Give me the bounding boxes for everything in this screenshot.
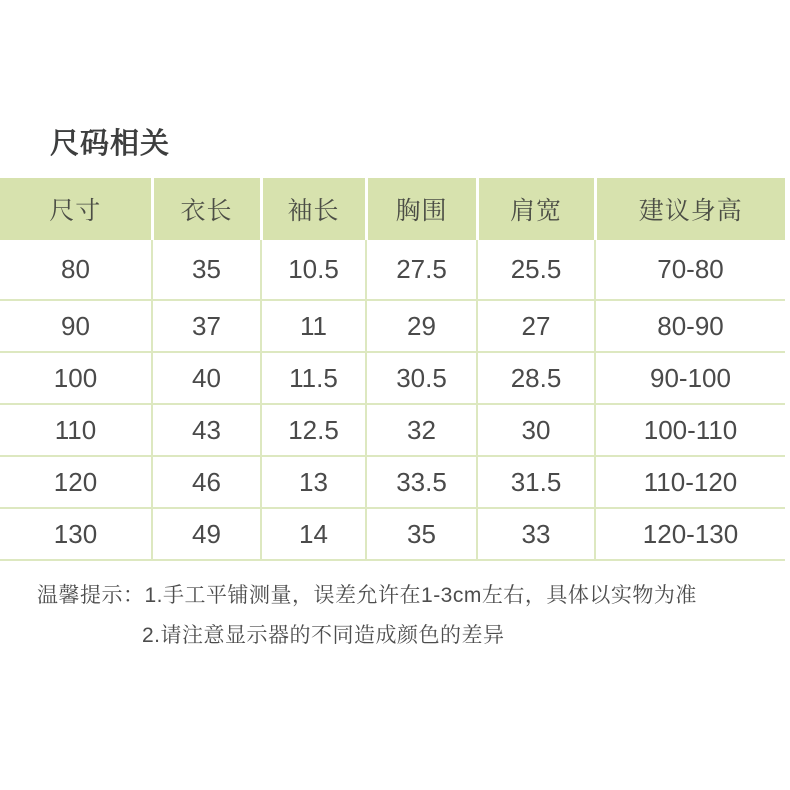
table-cell: 80 xyxy=(0,240,152,300)
table-row xyxy=(0,352,785,404)
table-cell: 120 xyxy=(0,456,152,508)
col-header-length: 衣长 xyxy=(152,178,261,240)
table-cell: 35 xyxy=(366,508,477,560)
table-cell: 100 xyxy=(0,352,152,404)
table-cell: 43 xyxy=(152,404,261,456)
table-cell: 37 xyxy=(152,300,261,352)
table-cell: 13 xyxy=(261,456,366,508)
table-cell: 49 xyxy=(152,508,261,560)
table-cell: 32 xyxy=(366,404,477,456)
table-cell: 10.5 xyxy=(261,240,366,300)
page-title: 尺码相关 xyxy=(50,128,171,160)
note-line-1 xyxy=(37,583,697,609)
note-line-2: 2.请注意显示器的不同造成颜色的差异 xyxy=(142,624,505,647)
table-header-row xyxy=(0,178,785,240)
table-cell: 70-80 xyxy=(595,240,785,300)
table-cell: 46 xyxy=(152,456,261,508)
table-cell: 11 xyxy=(261,300,366,352)
table-cell: 14 xyxy=(261,508,366,560)
table-cell: 33.5 xyxy=(366,456,477,508)
table-row xyxy=(0,456,785,508)
notes-section xyxy=(37,583,697,649)
table-cell: 28.5 xyxy=(477,352,595,404)
table-cell: 35 xyxy=(152,240,261,300)
table-row xyxy=(0,300,785,352)
table-cell: 110 xyxy=(0,404,152,456)
table-cell: 90 xyxy=(0,300,152,352)
table-cell: 120-130 xyxy=(595,508,785,560)
table-cell: 27 xyxy=(477,300,595,352)
table-cell: 110-120 xyxy=(595,456,785,508)
table-cell: 30.5 xyxy=(366,352,477,404)
table-cell: 31.5 xyxy=(477,456,595,508)
table-cell: 29 xyxy=(366,300,477,352)
table-cell: 27.5 xyxy=(366,240,477,300)
table-cell: 25.5 xyxy=(477,240,595,300)
size-table xyxy=(0,178,785,561)
col-header-height: 建议身高 xyxy=(595,178,785,240)
table-cell: 40 xyxy=(152,352,261,404)
table-cell: 80-90 xyxy=(595,300,785,352)
table-cell: 130 xyxy=(0,508,152,560)
table-cell: 90-100 xyxy=(595,352,785,404)
table-cell: 100-110 xyxy=(595,404,785,456)
col-header-shoulder: 肩宽 xyxy=(477,178,595,240)
table-cell: 11.5 xyxy=(261,352,366,404)
table-cell: 30 xyxy=(477,404,595,456)
col-header-sleeve: 袖长 xyxy=(261,178,366,240)
table-cell: 12.5 xyxy=(261,404,366,456)
table-row xyxy=(0,240,785,300)
note-text-1: 1.手工平铺测量，误差允许在1-3cm左右，具体以实物为准 xyxy=(144,584,697,607)
col-header-chest: 胸围 xyxy=(366,178,477,240)
table-row xyxy=(0,508,785,560)
table-row xyxy=(0,404,785,456)
notes-label: 温馨提示： xyxy=(37,584,145,607)
table-cell: 33 xyxy=(477,508,595,560)
col-header-size: 尺寸 xyxy=(0,178,152,240)
